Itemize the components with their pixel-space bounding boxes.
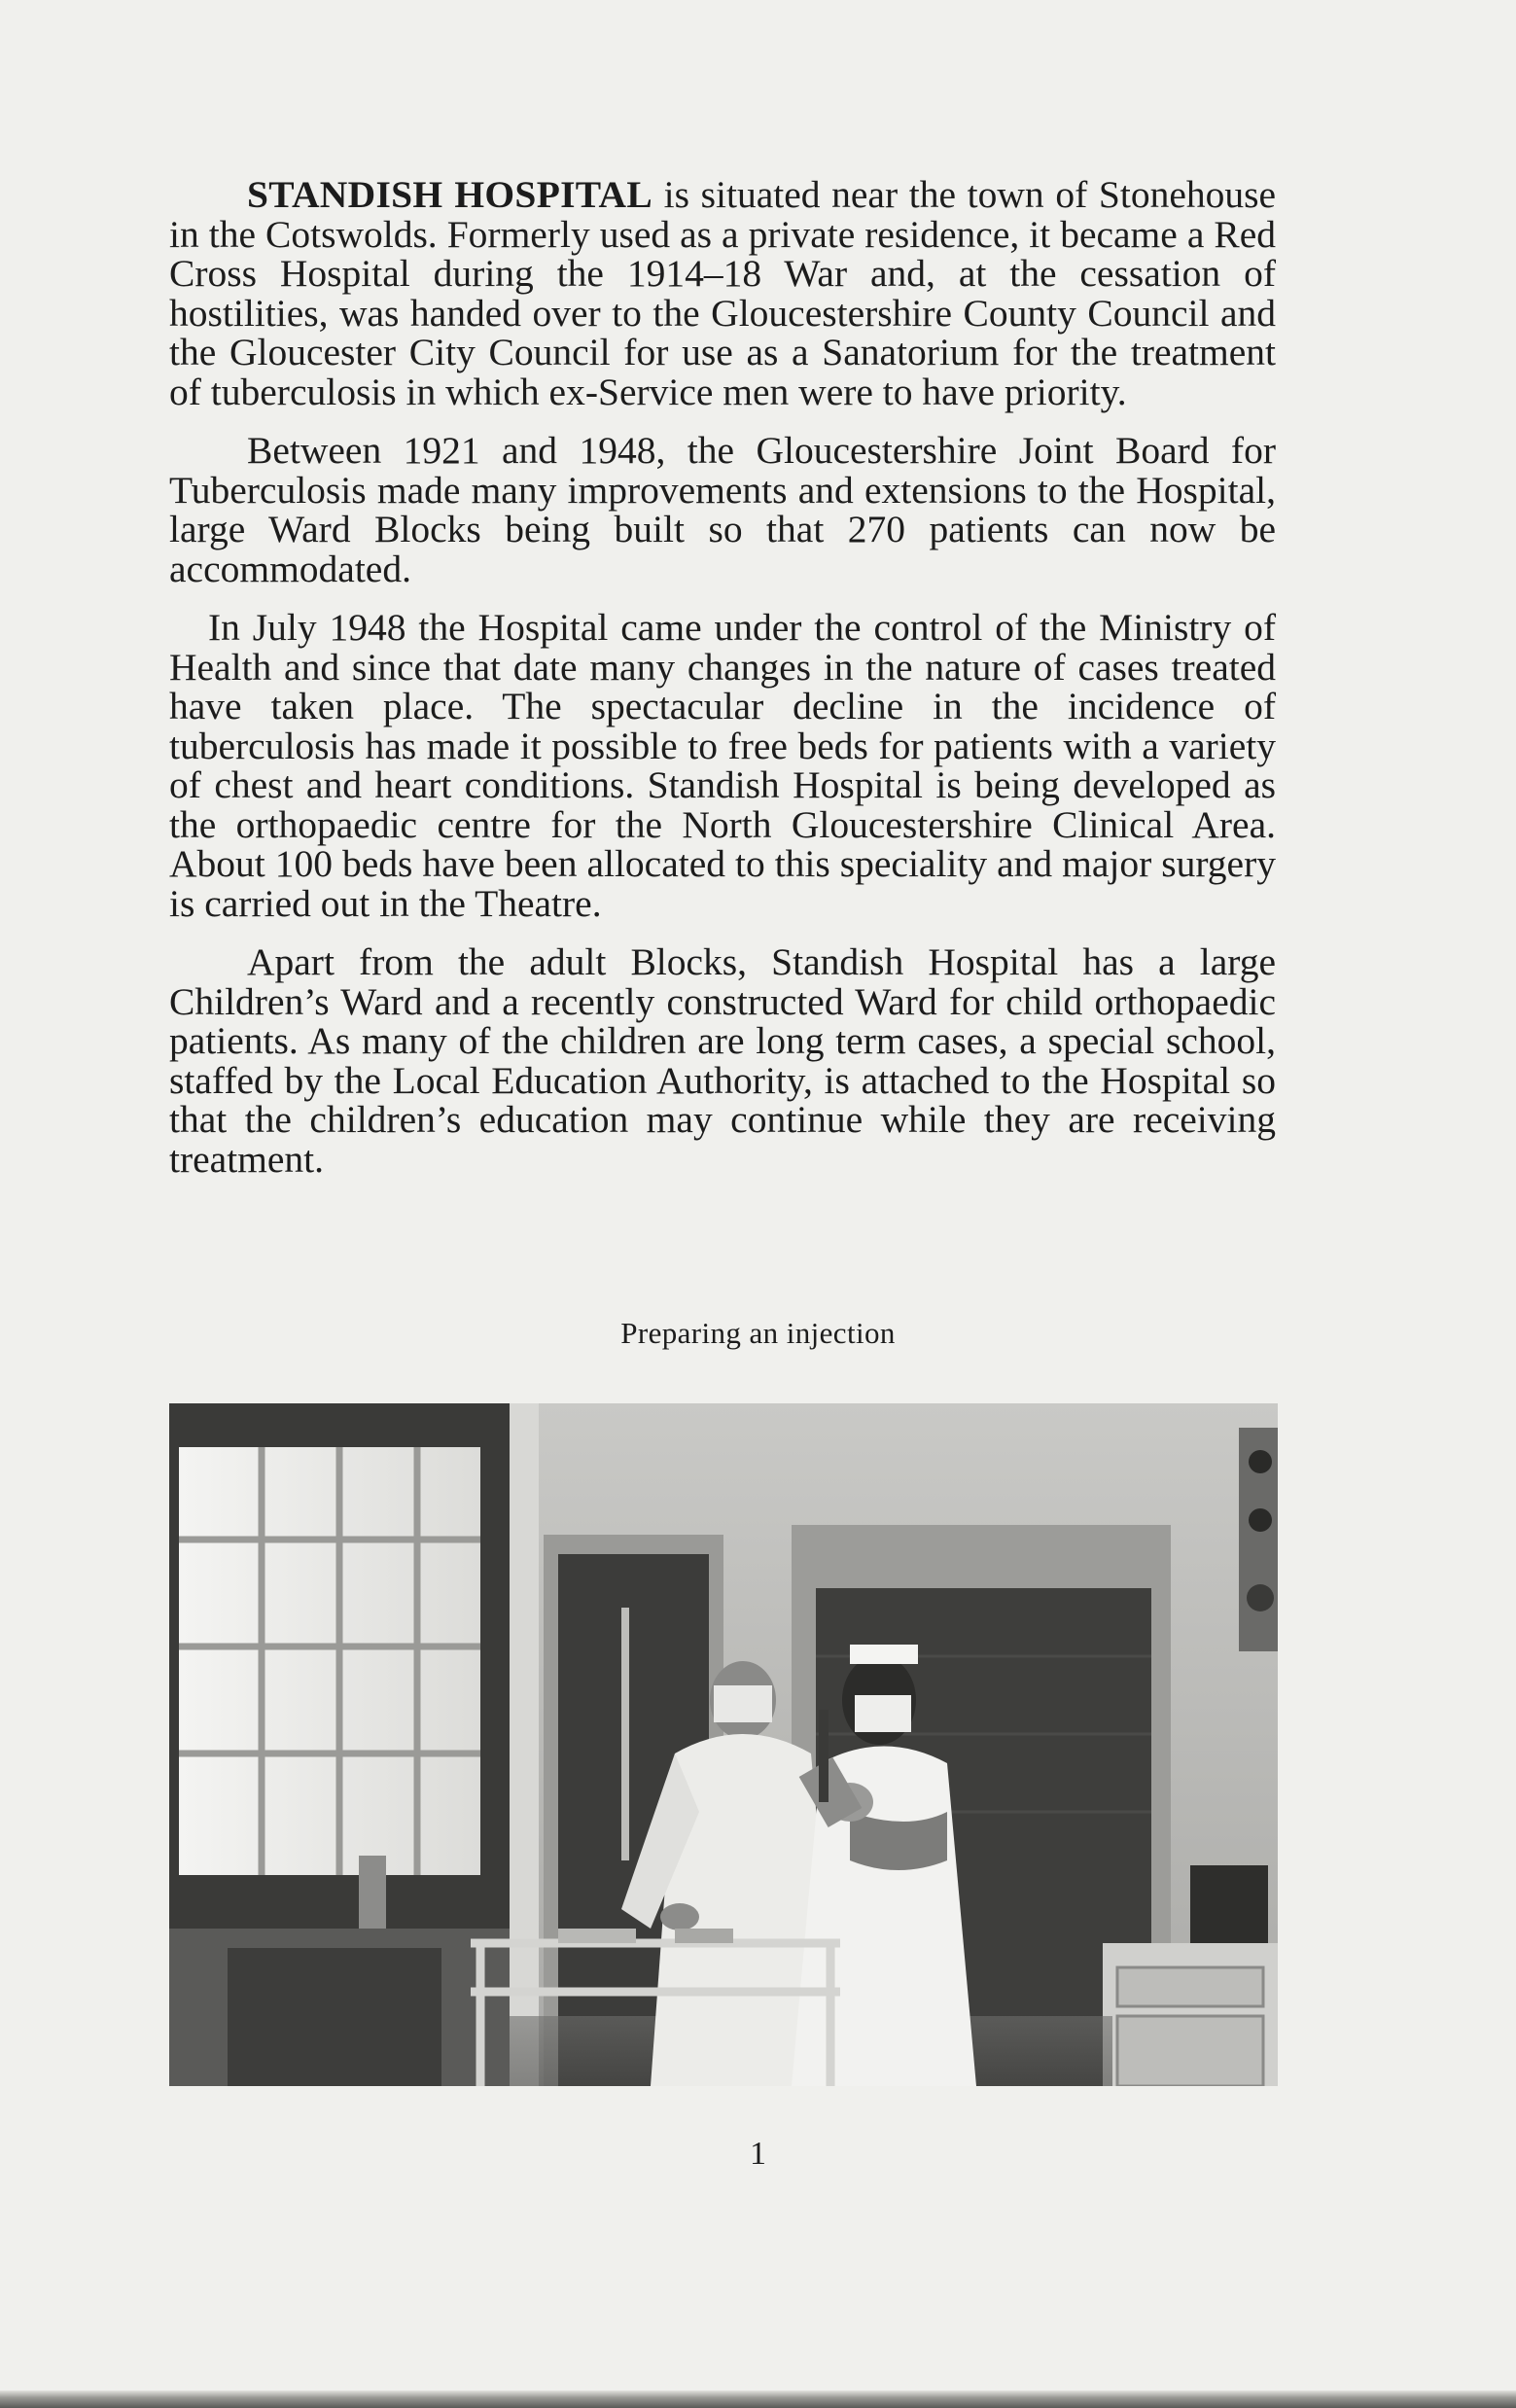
photograph-nurses-preparing-injection [169, 1403, 1278, 2086]
paragraph-3: In July 1948 the Hospital came under the control of the Ministry of Health and since that date many changes in the nature of cases treated have taken place. The spectacular decline in the incidence of tuberculosis has made it possible to free beds for patients with a variety of chest and heart conditions. Standish Hospital is being developed as the orthopaedic centre for the North Gloucestershire Clinical Area. About 100 beds have been allocated to this speciality and major surgery is carried out in the Theatre. [169, 606, 1276, 925]
hospital-name: STANDISH HOSPITAL [247, 173, 652, 216]
page-edge-shadow [0, 2390, 1516, 2408]
body-text [169, 175, 1276, 1198]
photo-caption: Preparing an injection [620, 1316, 896, 1350]
page-number: 1 [750, 2136, 766, 2172]
paragraph-2: Between 1921 and 1948, the Gloucestershire Joint Board for Tuberculosis made many improvements and extensions to the Hospital, large Ward Blocks being built so that 270 patients can now be accommodated. [169, 429, 1276, 590]
paragraph-4: Apart from the adult Blocks, Standish Hospital has a large Children’s Ward and a recently constructed Ward for child orthopaedic patients. As many of the children are long term cases, a special school, staffed by the Local Education Authority, is attached to the Hospital so that the children’s education may continue while they are receiving treatment. [169, 940, 1276, 1181]
paragraph-1-text: is situated near the town of Stonehouse in the Cotswolds. Formerly used as a private residence, it became a Red Cross Hospital during the 1914–18 War and, at the cessation of hostilities, was handed over to the Gloucestershire County Council and the Gloucester City Council for use as a Sanatorium for the treatment of tuberculosis in which ex-Service men were to have priority. [169, 173, 1276, 413]
paragraph-1 [169, 175, 1276, 411]
